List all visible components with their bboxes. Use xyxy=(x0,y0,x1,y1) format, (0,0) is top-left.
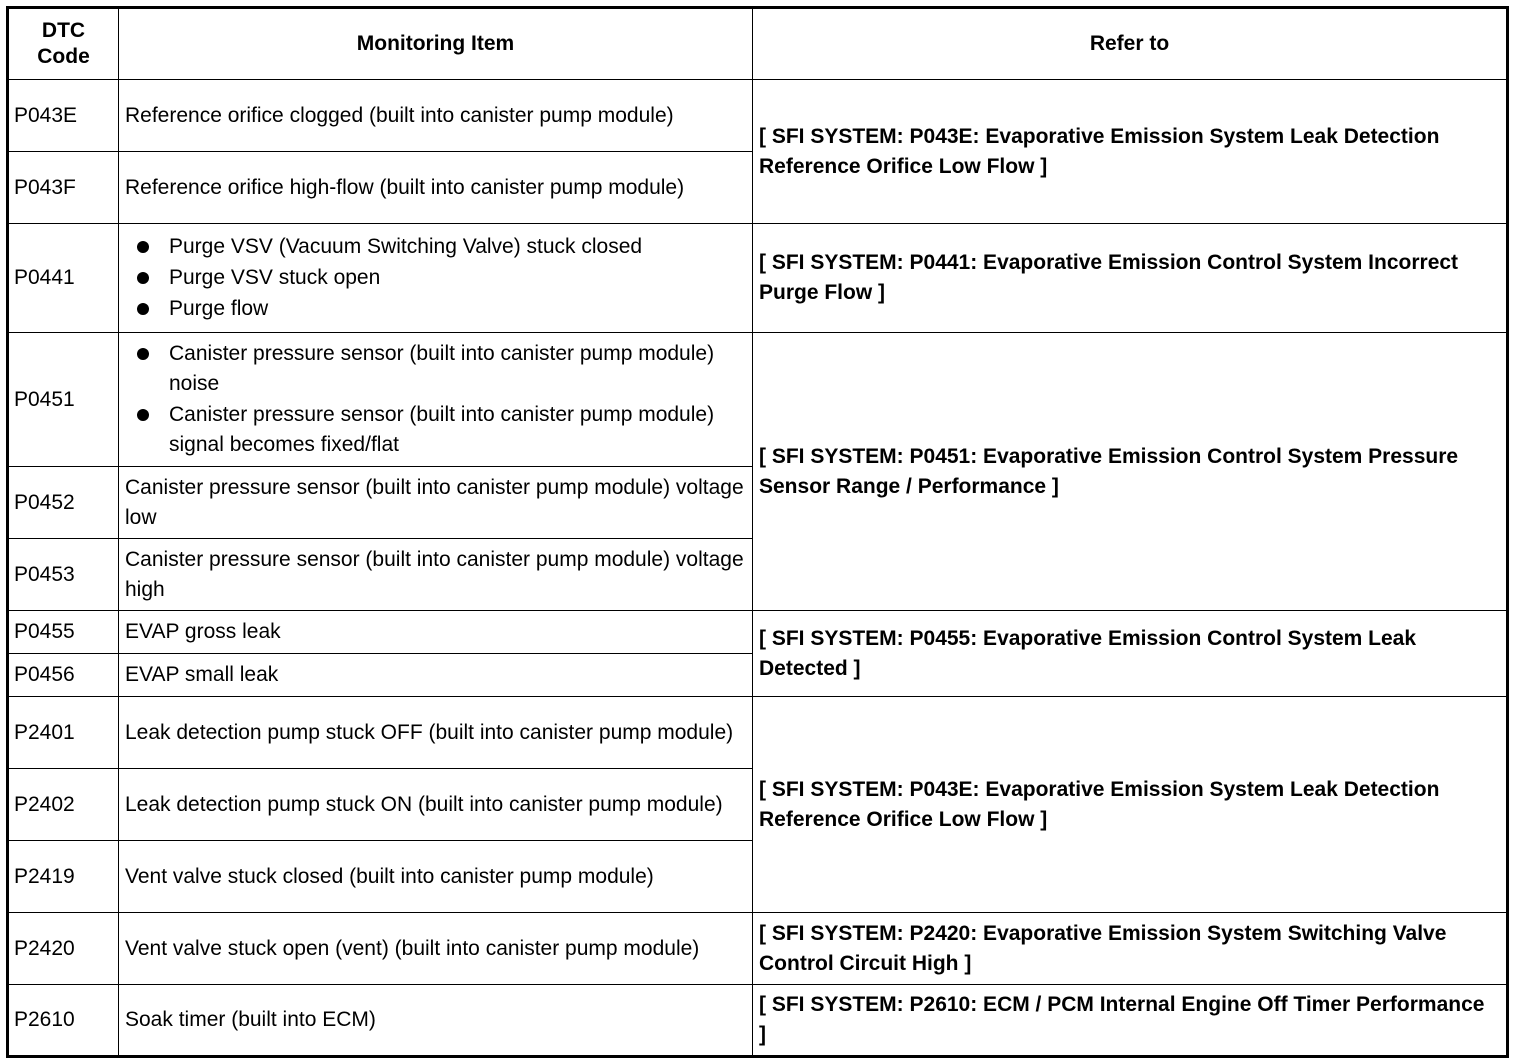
monitoring-item xyxy=(119,224,753,333)
monitoring-item: EVAP small leak xyxy=(119,654,753,697)
refer-to-link[interactable]: [ SFI SYSTEM: P2420: Evaporative Emission System Switching Valve Control Circuit High ] xyxy=(753,913,1508,985)
dtc-code: P2419 xyxy=(8,841,119,913)
monitoring-item: Leak detection pump stuck ON (built into canister pump module) xyxy=(119,769,753,841)
dtc-code: P0452 xyxy=(8,467,119,539)
monitoring-item xyxy=(119,333,753,467)
monitoring-item: EVAP gross leak xyxy=(119,611,753,654)
bullet-item: Canister pressure sensor (built into canister pump module) noise xyxy=(119,339,744,399)
dtc-code: P2401 xyxy=(8,697,119,769)
dtc-code: P0453 xyxy=(8,539,119,611)
dtc-code: P0455 xyxy=(8,611,119,654)
table-row xyxy=(8,611,1508,654)
bullet-list xyxy=(119,339,744,460)
table-row xyxy=(8,224,1508,333)
monitoring-item: Reference orifice clogged (built into canister pump module) xyxy=(119,80,753,152)
dtc-code: P0441 xyxy=(8,224,119,333)
dtc-code: P043E xyxy=(8,80,119,152)
header-refer-to: Refer to xyxy=(753,8,1508,80)
bullet-icon xyxy=(137,348,149,360)
bullet-icon xyxy=(137,303,149,315)
table-row xyxy=(8,333,1508,467)
table-row xyxy=(8,985,1508,1057)
header-row xyxy=(8,8,1508,80)
bullet-list xyxy=(119,232,744,324)
bullet-icon xyxy=(137,409,149,421)
refer-to-link[interactable]: [ SFI SYSTEM: P043E: Evaporative Emission System Leak Detection Reference Orifice Low Flow ] xyxy=(753,80,1508,224)
dtc-code: P043F xyxy=(8,152,119,224)
bullet-item: Purge VSV stuck open xyxy=(119,263,744,293)
monitoring-item: Reference orifice high-flow (built into canister pump module) xyxy=(119,152,753,224)
table-row xyxy=(8,697,1508,769)
dtc-table-container xyxy=(6,6,1506,1056)
refer-to-link[interactable]: [ SFI SYSTEM: P0441: Evaporative Emission Control System Incorrect Purge Flow ] xyxy=(753,224,1508,333)
refer-to-link[interactable]: [ SFI SYSTEM: P0451: Evaporative Emission Control System Pressure Sensor Range / Performance ] xyxy=(753,333,1508,611)
refer-to-link[interactable]: [ SFI SYSTEM: P2610: ECM / PCM Internal Engine Off Timer Performance ] xyxy=(753,985,1508,1057)
refer-to-link[interactable]: [ SFI SYSTEM: P043E: Evaporative Emission System Leak Detection Reference Orifice Low Flow ] xyxy=(753,697,1508,913)
dtc-code: P0456 xyxy=(8,654,119,697)
monitoring-item: Vent valve stuck open (vent) (built into canister pump module) xyxy=(119,913,753,985)
dtc-code: P2610 xyxy=(8,985,119,1057)
dtc-code: P2420 xyxy=(8,913,119,985)
monitoring-item: Soak timer (built into ECM) xyxy=(119,985,753,1057)
dtc-table xyxy=(6,6,1509,1058)
monitoring-item: Canister pressure sensor (built into canister pump module) voltage high xyxy=(119,539,753,611)
monitoring-item: Canister pressure sensor (built into canister pump module) voltage low xyxy=(119,467,753,539)
refer-to-link[interactable]: [ SFI SYSTEM: P0455: Evaporative Emission Control System Leak Detected ] xyxy=(753,611,1508,697)
monitoring-item: Vent valve stuck closed (built into canister pump module) xyxy=(119,841,753,913)
dtc-code: P0451 xyxy=(8,333,119,467)
bullet-icon xyxy=(137,241,149,253)
table-row xyxy=(8,80,1508,152)
header-monitoring-item: Monitoring Item xyxy=(119,8,753,80)
table-row xyxy=(8,913,1508,985)
bullet-item: Canister pressure sensor (built into canister pump module) signal becomes fixed/flat xyxy=(119,400,744,460)
dtc-code: P2402 xyxy=(8,769,119,841)
bullet-item: Purge VSV (Vacuum Switching Valve) stuck closed xyxy=(119,232,744,262)
bullet-icon xyxy=(137,272,149,284)
header-dtc-code: DTC Code xyxy=(8,8,119,80)
bullet-item: Purge flow xyxy=(119,294,744,324)
monitoring-item: Leak detection pump stuck OFF (built into canister pump module) xyxy=(119,697,753,769)
